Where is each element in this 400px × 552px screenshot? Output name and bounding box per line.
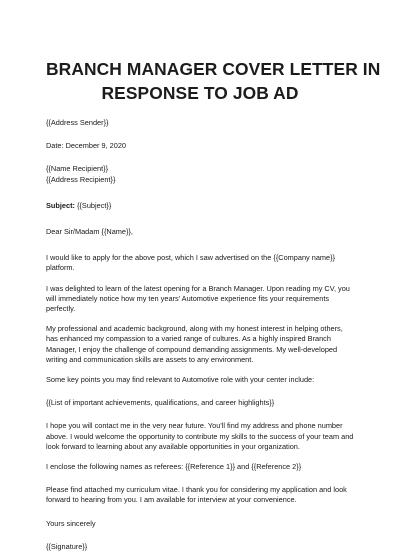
letter-body [46,118,354,552]
title-line-1: BRANCH MANAGER COVER LETTER IN [46,59,381,79]
paragraph-intro: I would like to apply for the above post, which I saw advertised on the {{Company name}} platform. [46,253,336,273]
subject-line [46,201,354,211]
paragraph-background: My professional and academic background, along with my honest interest in helping others, has enhanced my compassion to a varied range of cultures. As a highly inspired Branch Manager, I enjoy the challenge of compound demanding assignments. My well-developed writing and communication skills are assets to any environment. [46,324,343,364]
paragraph-referees: I enclose the following names as referees: {{Reference 1}} and {{Reference 2}} [46,462,302,472]
closing: Yours sincerely [46,518,96,528]
paragraph-achievements: {{List of important achievements, qualifications, and career highlights}} [46,398,275,408]
recipient-address: {{Address Recipient}} [46,174,116,184]
letter-date: Date: December 9, 2020 [46,141,127,151]
paragraph-key-points: Some key points you may find relevant to Automotive role with your center include: [46,375,315,385]
sender-address: {{Address Sender}} [46,118,109,127]
paragraph-opening: I was delighted to learn of the latest opening for a Branch Manager. Upon reading my CV, you will immediately notice how my ten years' Automotive experience fits your requirements perfectly. [46,283,350,314]
paragraph-contact: I hope you will contact me in the very near future. You'll find my address and phone number above. I would welcome the opportunity to contribute my skills to the success of your team and look forward to learning about any available opportunities in your organization. [46,421,354,451]
document-title [46,0,381,105]
subject-label: Subject: [46,200,75,210]
signature: {{Signature}} [46,541,88,551]
recipient-name: {{Name Recipient}} [46,164,109,174]
paragraph-attachment: Please find attached my curriculum vitae. I thank you for considering my application and look forward to hearing from you. I am available for interview at your convenience. [46,485,347,505]
salutation: Dear Sir/Madam {{Name}}, [46,227,133,237]
subject-value: {{Subject}} [74,200,112,210]
title-line-2: RESPONSE TO JOB AD [101,83,299,103]
